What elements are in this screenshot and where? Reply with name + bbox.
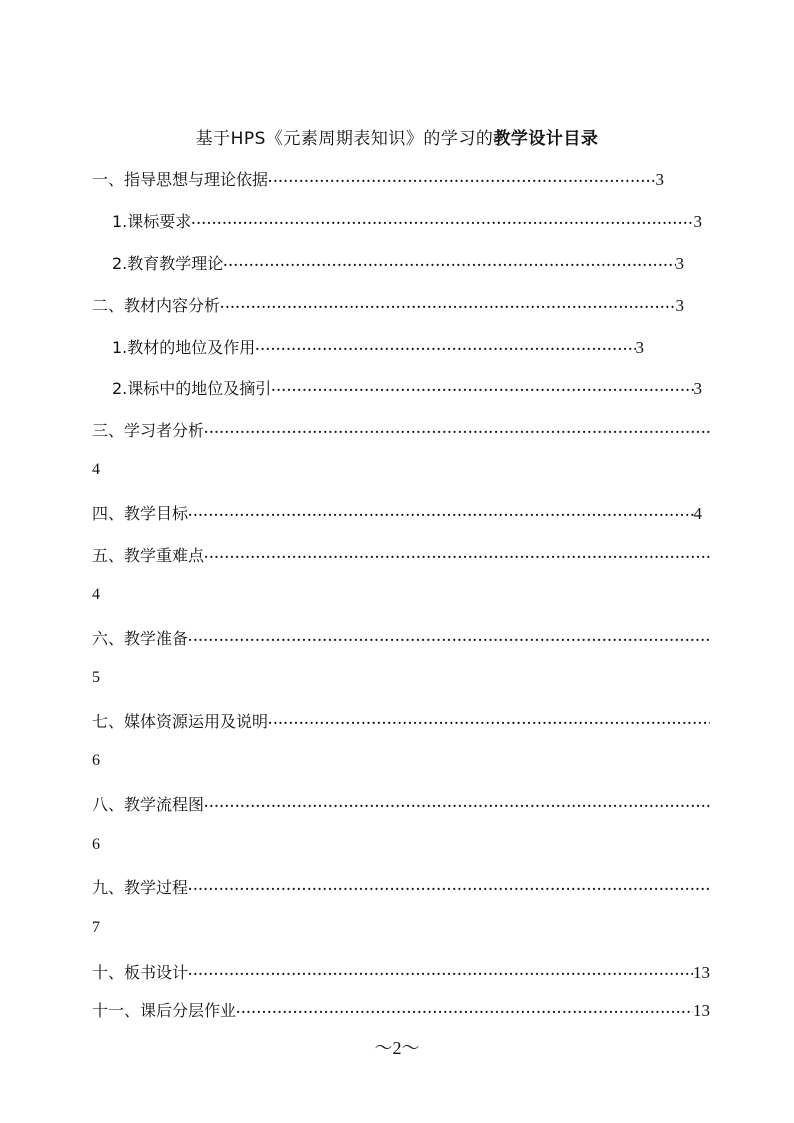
toc-label: 八、教学流程图 — [92, 795, 205, 814]
toc-leader — [188, 504, 693, 526]
toc-leader — [223, 254, 675, 276]
toc-leader — [191, 212, 693, 234]
toc-page: 7 — [92, 919, 100, 936]
toc-entry[interactable] — [112, 337, 644, 360]
toc-page: 13 — [693, 963, 710, 982]
toc-leader — [268, 712, 710, 734]
toc-entry[interactable] — [92, 295, 684, 318]
toc-entry[interactable] — [92, 877, 710, 900]
toc-label: 五、教学重难点 — [92, 546, 205, 565]
toc-leader — [220, 296, 675, 318]
toc-entry[interactable] — [112, 378, 702, 401]
toc-leader — [236, 1001, 693, 1023]
toc-leader — [255, 338, 635, 360]
toc-page: 5 — [92, 669, 100, 686]
toc-page: 4 — [92, 586, 100, 603]
toc-leader — [188, 963, 693, 985]
toc-page: 3 — [675, 254, 684, 273]
toc-entry[interactable] — [112, 253, 684, 276]
toc-entry[interactable] — [92, 503, 702, 526]
toc-entry[interactable] — [92, 545, 710, 568]
toc-label: 1.课标要求 — [112, 212, 192, 231]
toc-page: 3 — [655, 170, 664, 189]
toc-page: 3 — [693, 379, 702, 398]
toc-label: 七、媒体资源运用及说明 — [92, 712, 269, 731]
toc-page: 4 — [92, 461, 100, 478]
toc-leader — [268, 170, 655, 192]
toc-page: 3 — [635, 338, 644, 357]
toc-label: 九、教学过程 — [92, 878, 189, 897]
toc-label: 2.教育教学理论 — [112, 254, 224, 273]
toc-entry[interactable] — [92, 794, 710, 817]
toc-label: 2.课标中的地位及摘引 — [112, 379, 272, 398]
toc-label: 六、教学准备 — [92, 629, 189, 648]
toc-leader — [188, 629, 710, 651]
page-number-footer: ～2～ — [374, 1038, 420, 1058]
toc-leader — [204, 421, 710, 443]
toc-label: 二、教材内容分析 — [92, 296, 221, 315]
toc-page: 13 — [693, 1001, 710, 1020]
toc-label: 十一、课后分层作业 — [92, 1001, 237, 1020]
toc-page: 3 — [693, 212, 702, 231]
toc-page: 4 — [693, 504, 702, 523]
document-title — [0, 124, 794, 149]
title-part-1: 基于HPS《元素周期表知识》的学习的 — [195, 129, 494, 149]
toc-leader — [188, 878, 710, 900]
toc-leader — [271, 379, 693, 401]
toc-label: 1.教材的地位及作用 — [112, 338, 256, 357]
toc-entry[interactable] — [92, 962, 710, 985]
toc-label: 十、板书设计 — [92, 963, 189, 982]
toc-page: 6 — [92, 752, 100, 769]
toc-entry[interactable] — [92, 169, 664, 192]
toc-page: 3 — [675, 296, 684, 315]
toc-leader — [204, 546, 710, 568]
title-part-2: 教学设计目录 — [493, 129, 599, 149]
toc-label: 四、教学目标 — [92, 504, 189, 523]
toc-entry[interactable] — [92, 1000, 710, 1023]
toc-entry[interactable] — [92, 628, 710, 651]
toc-entry[interactable] — [92, 711, 710, 734]
toc-page: 6 — [92, 836, 100, 853]
toc-label: 一、指导思想与理论依据 — [92, 170, 269, 189]
toc-leader — [204, 795, 710, 817]
toc-entry[interactable] — [92, 420, 710, 443]
toc-entry[interactable] — [112, 211, 702, 234]
toc-label: 三、学习者分析 — [92, 421, 205, 440]
